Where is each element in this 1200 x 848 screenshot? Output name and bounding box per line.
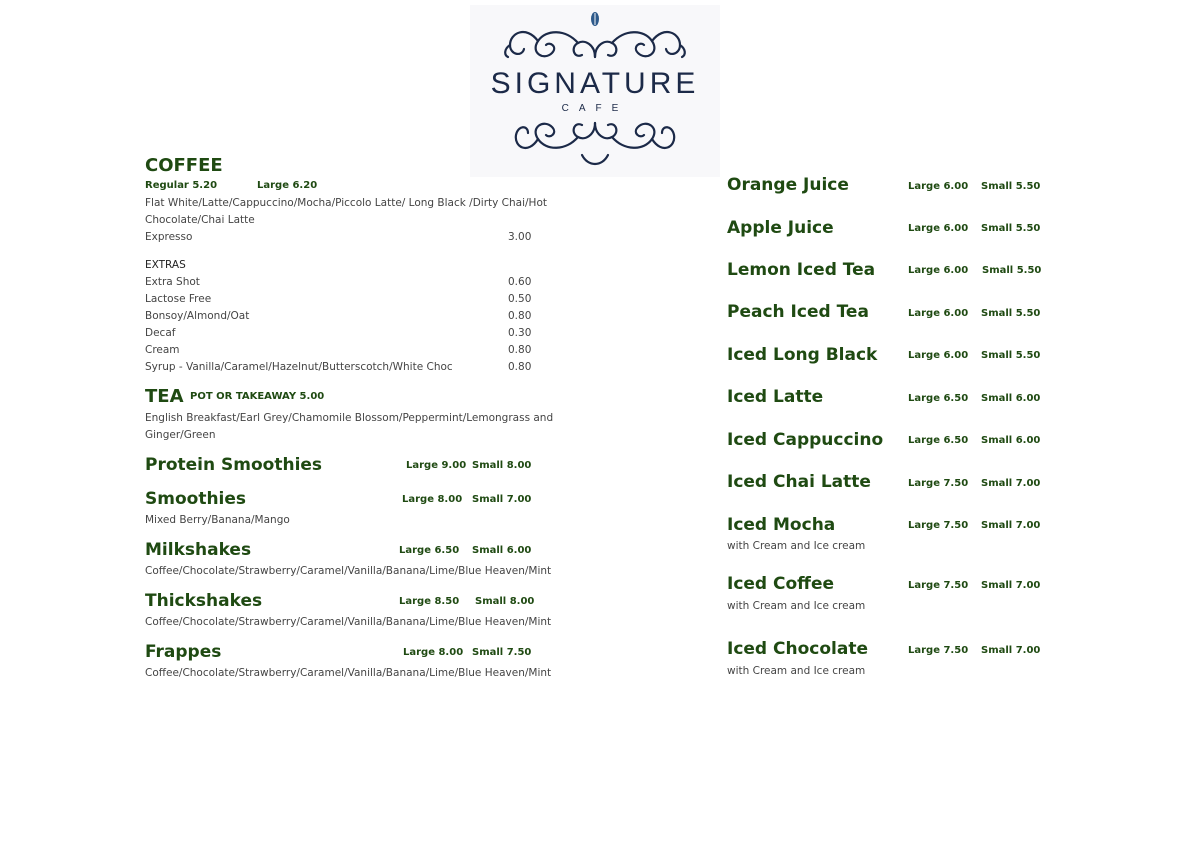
small-price: Small 7.00 xyxy=(981,478,1041,489)
small-price: Small 5.50 xyxy=(981,350,1041,361)
cafe-logo xyxy=(470,5,720,177)
tea-pot-price: POT OR TAKEAWAY 5.00 xyxy=(190,391,325,402)
large-price: Large 6.50 xyxy=(908,393,969,404)
large-price: Large 7.50 xyxy=(908,520,969,531)
small-price: Small 5.50 xyxy=(981,308,1041,319)
drink-desc: with Cream and Ice cream xyxy=(727,540,866,552)
drink-name: Iced Chocolate xyxy=(727,639,868,659)
drink-desc: with Cream and Ice cream xyxy=(727,600,866,612)
small-price: Small 7.00 xyxy=(981,645,1041,656)
extra-item-name: Bonsoy/Almond/Oat xyxy=(145,310,250,322)
drink-name: Iced Coffee xyxy=(727,574,835,594)
expresso-price: 3.00 xyxy=(508,231,532,243)
section-desc: Coffee/Chocolate/Strawberry/Caramel/Vanilla/Banana/Lime/Blue Heaven/Mint xyxy=(145,667,552,679)
large-price: Large 6.00 xyxy=(908,308,969,319)
small-price: Small 6.00 xyxy=(472,545,532,556)
large-price: Large 9.00 xyxy=(406,460,467,471)
large-price: Large 6.00 xyxy=(908,223,969,234)
large-price: Large 8.00 xyxy=(403,647,464,658)
section-name: Protein Smoothies xyxy=(145,455,323,475)
extra-item-name: Decaf xyxy=(145,327,176,339)
tea-heading: TEA xyxy=(145,386,184,407)
drink-name: Apple Juice xyxy=(727,218,834,238)
coffee-heading: COFFEE xyxy=(145,155,223,176)
extra-item-price: 0.30 xyxy=(508,327,532,339)
large-price: Large 7.50 xyxy=(908,580,969,591)
section-name: Frappes xyxy=(145,642,222,662)
small-price: Small 7.00 xyxy=(472,494,532,505)
drink-name: Iced Long Black xyxy=(727,345,878,365)
small-price: Small 6.00 xyxy=(981,435,1041,446)
drink-name: Peach Iced Tea xyxy=(727,302,869,322)
section-name: Milkshakes xyxy=(145,540,252,560)
large-price: Large 6.00 xyxy=(908,350,969,361)
extra-item-price: 0.80 xyxy=(508,310,532,322)
large-price: Large 6.50 xyxy=(908,435,969,446)
drink-name: Iced Latte xyxy=(727,387,824,407)
large-price: Large 6.00 xyxy=(908,265,969,276)
coffee-regular-price: Regular 5.20 xyxy=(145,180,218,191)
large-price: Large 7.50 xyxy=(908,645,969,656)
extras-heading: EXTRAS xyxy=(145,259,186,271)
large-price: Large 6.50 xyxy=(399,545,460,556)
extra-item-price: 0.80 xyxy=(508,361,532,373)
tea-items-line1: English Breakfast/Earl Grey/Chamomile Blossom/Peppermint/Lemongrass and xyxy=(145,412,554,424)
expresso-label: Expresso xyxy=(145,231,193,243)
extra-item-price: 0.80 xyxy=(508,344,532,356)
extra-item-price: 0.60 xyxy=(508,276,532,288)
small-price: Small 8.00 xyxy=(475,596,535,607)
small-price: Small 6.00 xyxy=(981,393,1041,404)
logo-subtitle: CAFE xyxy=(561,103,629,114)
drink-name: Lemon Iced Tea xyxy=(727,260,876,280)
section-desc: Mixed Berry/Banana/Mango xyxy=(145,514,290,526)
drink-name: Iced Mocha xyxy=(727,515,836,535)
extra-item-name: Syrup - Vanilla/Caramel/Hazelnut/Butterscotch/White Choc xyxy=(145,361,453,373)
small-price: Small 5.50 xyxy=(982,265,1042,276)
coffee-items-line2: Chocolate/Chai Latte xyxy=(145,214,255,226)
section-name: Smoothies xyxy=(145,489,247,509)
small-price: Small 7.00 xyxy=(981,520,1041,531)
coffee-items-line1: Flat White/Latte/Cappuccino/Mocha/Piccolo Latte/ Long Black /Dirty Chai/Hot xyxy=(145,197,547,209)
logo-title: SIGNATURE xyxy=(490,67,700,100)
coffee-large-price: Large 6.20 xyxy=(257,180,318,191)
drink-desc: with Cream and Ice cream xyxy=(727,665,866,677)
section-desc: Coffee/Chocolate/Strawberry/Caramel/Vanilla/Banana/Lime/Blue Heaven/Mint xyxy=(145,565,552,577)
drink-name: Iced Chai Latte xyxy=(727,472,871,492)
section-name: Thickshakes xyxy=(145,591,263,611)
large-price: Large 8.00 xyxy=(402,494,463,505)
section-desc: Coffee/Chocolate/Strawberry/Caramel/Vanilla/Banana/Lime/Blue Heaven/Mint xyxy=(145,616,552,628)
drink-name: Orange Juice xyxy=(727,175,849,195)
large-price: Large 7.50 xyxy=(908,478,969,489)
large-price: Large 8.50 xyxy=(399,596,460,607)
small-price: Small 8.00 xyxy=(472,460,532,471)
tea-items-line2: Ginger/Green xyxy=(145,429,216,441)
extra-item-name: Extra Shot xyxy=(145,276,200,288)
extra-item-name: Cream xyxy=(145,344,180,356)
drink-name: Iced Cappuccino xyxy=(727,430,884,450)
small-price: Small 7.00 xyxy=(981,580,1041,591)
small-price: Small 7.50 xyxy=(472,647,532,658)
large-price: Large 6.00 xyxy=(908,181,969,192)
small-price: Small 5.50 xyxy=(981,181,1041,192)
extra-item-price: 0.50 xyxy=(508,293,532,305)
small-price: Small 5.50 xyxy=(981,223,1041,234)
extra-item-name: Lactose Free xyxy=(145,293,212,305)
